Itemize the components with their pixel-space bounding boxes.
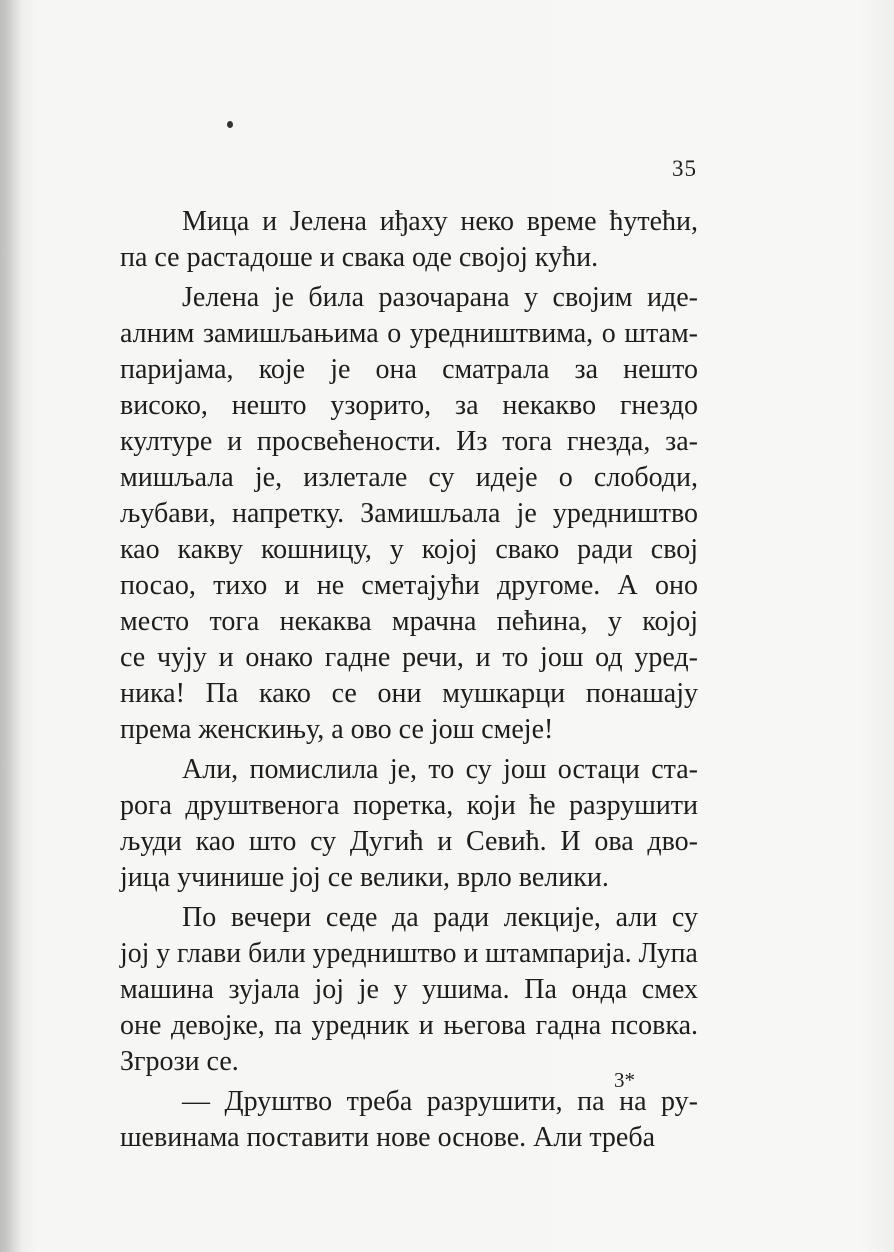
text-line: место тога некаква мрачна пећина, у којој [120, 606, 698, 637]
text-line: Згрози се. [120, 1046, 239, 1077]
text-line: ника! Па како се они мушкарци понашају [120, 678, 698, 709]
paragraph [120, 900, 698, 1080]
text-line: посао, тихо и не сметајући другоме. А оно [120, 570, 698, 601]
text-line: машина зујала јој је у ушима. Па онда смех [120, 974, 698, 1005]
text-line: љубави, напретку. Замишљала је уредништво [120, 498, 698, 529]
text-line: Мица и Јелена иђаху неко време ћутећи, [182, 206, 698, 237]
text-line: људи као што су Дугић и Севић. И ова дво- [120, 826, 698, 857]
text-line: По вечери седе да ради лекције, али су [182, 902, 698, 933]
paragraph [120, 280, 698, 748]
text-line: па се растадоше и свака оде својој кући. [120, 242, 599, 273]
ink-speck [227, 121, 233, 128]
text-line: алним замишљањима о уредништвима, о штам- [120, 318, 698, 349]
printer-signature-mark: 3* [614, 1068, 635, 1092]
text-line: Јелена је била разочарана у својим иде- [182, 282, 698, 313]
paragraph [120, 752, 698, 896]
text-line: паријама, које је она сматрала за нешто [120, 354, 698, 385]
text-line: високо, нешто узорито, за некакво гнездо [120, 390, 698, 421]
text-line: јој у глави били уредништво и штампарија. Лупа [120, 938, 698, 969]
text-line: мишљала је, излетале су идеје о слободи, [120, 462, 698, 493]
text-line: шевинама поставити нове основе. Али треба [120, 1122, 656, 1153]
text-line: рога друштвенога поретка, који ће разрушити [120, 790, 698, 821]
text-line: оне девојке, па уредник и његова гадна псовка. [120, 1010, 698, 1041]
page-gutter-shadow [0, 0, 22, 1252]
text-line: према женскињу, а ово се још смеје! [120, 714, 554, 745]
page-number: 35 [672, 156, 697, 181]
text-line: Али, помислила је, то су још остаци ста- [182, 754, 698, 785]
paragraph [120, 1084, 698, 1156]
text-line: јица учинише јој се велики, врло велики. [120, 862, 609, 893]
text-line: се чују и онако гадне речи, и то још од уред- [120, 642, 698, 673]
text-line: културе и просвећености. Из тога гнезда, за- [120, 426, 698, 457]
paragraph [120, 204, 698, 276]
text-line: као какву кошницу, у којој свако ради свој [120, 534, 698, 565]
text-line: — Друштво треба разрушити, па на ру- [182, 1086, 698, 1117]
body-text [120, 204, 698, 1156]
